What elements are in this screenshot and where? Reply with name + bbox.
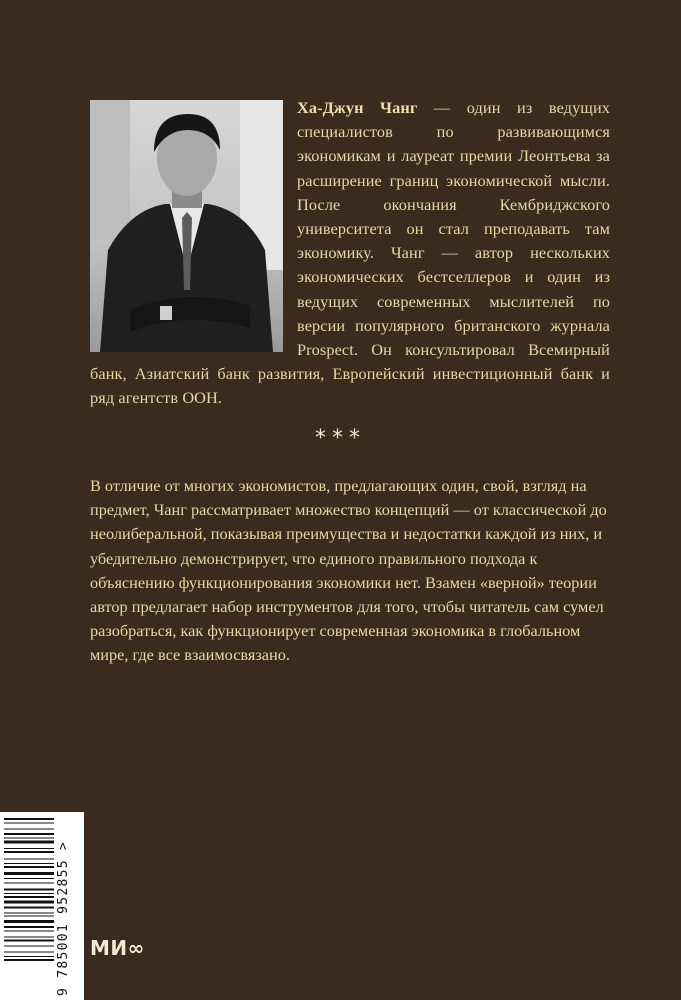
- isbn-barcode: [0, 812, 84, 1000]
- author-photo: [90, 100, 283, 352]
- publisher-logo: МИ∞: [90, 936, 145, 960]
- author-block: [90, 96, 610, 411]
- author-name: Ха-Джун Чанг: [297, 98, 418, 117]
- author-bio-text: — один из ведущих специалистов по развивающимся экономикам и лауреат премии Леонтьева за расширение границ экономической мысли. После окончания Кембриджского университета он стал преподавать там экономику. Чанг — автор нескольких экономических бестселлеров и один из ведущих современных мыслителей по версии популярного британского журнала Prospect. Он консультировал Всемирный банк, Азиатский банк развития, Европейский инвестиционный банк и ряд агентств ООН.: [90, 98, 610, 408]
- book-description: В отличие от многих экономистов, предлагающих один, свой, взгляд на предмет, Чанг рассматривает множество концепций — от классической до неолиберальной, показывая преимущества и недостатки каждой из них, и убедительно демонстрирует, что единого правильного подхода к объяснению функционирования экономики нет. Взамен «верной» теории автор предлагает набор инструментов для того, чтобы читатель сам сумел разобраться, как функционирует современная экономика в глобальном мире, где все взаимосвязано.: [90, 476, 607, 665]
- isbn-digits: 9 785001 952855 >: [56, 840, 71, 996]
- section-separator: ***: [315, 426, 366, 451]
